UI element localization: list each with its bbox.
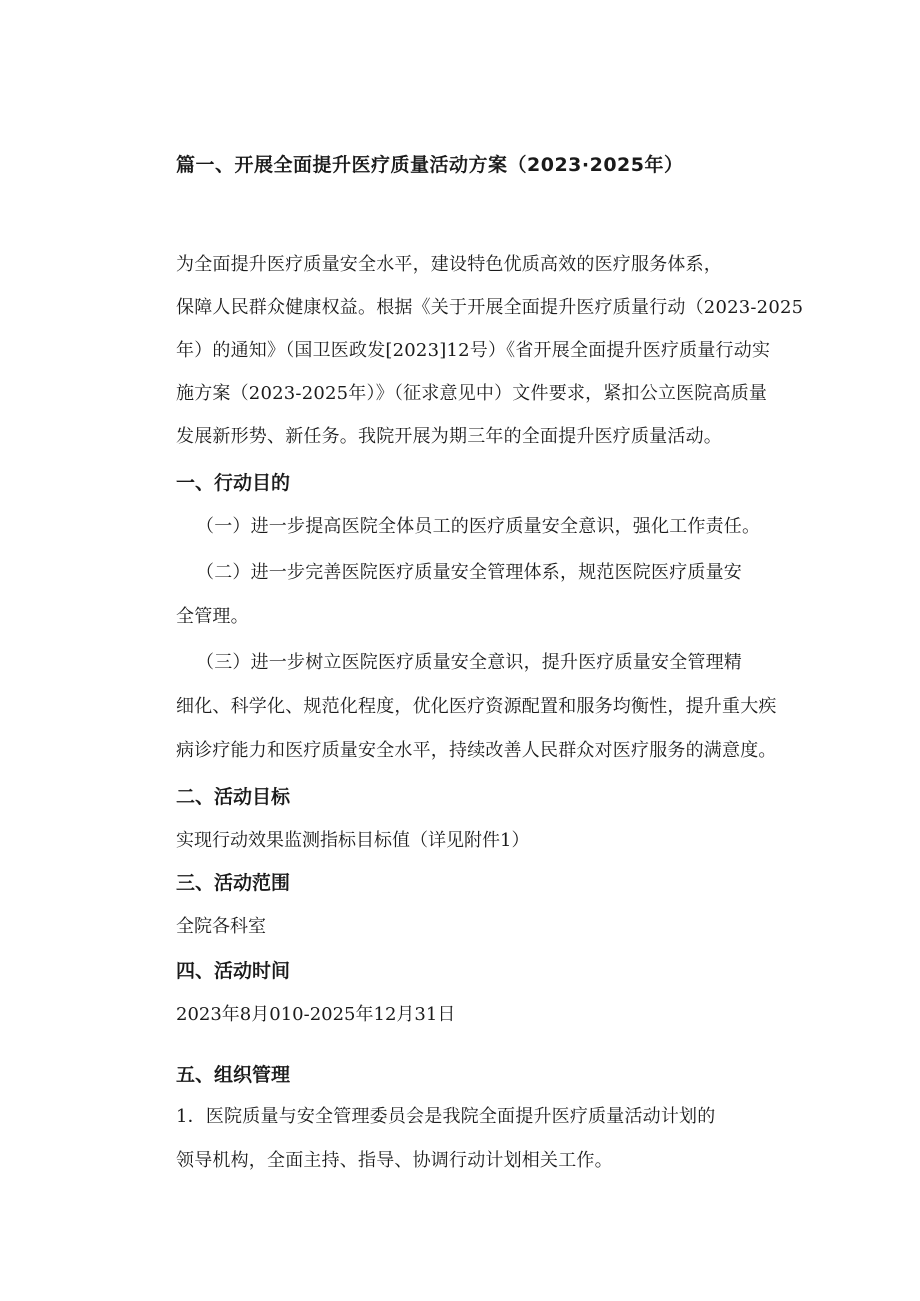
section1-item3-line-1: （三）进一步树立医院医疗质量安全意识，提升医疗质量安全管理精 [196, 652, 742, 673]
section2-text: 实现行动效果监测指标目标值（详见附件1） [176, 830, 530, 851]
section4-text: 2023年8月010-2025年12月31日 [176, 1004, 456, 1025]
section-heading-4: 四、活动时间 [176, 960, 291, 982]
section1-item1-line-1: （一）进一步提高医院全体员工的医疗质量安全意识，强化工作责任。 [196, 516, 761, 537]
intro-line-5: 发展新形势、新任务。我院开展为期三年的全面提升医疗质量活动。 [176, 426, 722, 447]
section5-item1-line-1: 1．医院质量与安全管理委员会是我院全面提升医疗质量活动计划的 [176, 1106, 716, 1127]
section1-item3-line-3: 病诊疗能力和医疗质量安全水平，持续改善人民群众对医疗服务的满意度。 [176, 740, 777, 761]
section5-item1-line-2: 领导机构，全面主持、指导、协调行动计划相关工作。 [176, 1150, 613, 1171]
section1-item3-line-2: 细化、科学化、规范化程度，优化医疗资源配置和服务均衡性，提升重大疾 [176, 696, 777, 717]
intro-line-3: 年）的通知》（国卫医政发[2023]12号）《省开展全面提升医疗质量行动实 [176, 340, 771, 361]
section1-item2-line-1: （二）进一步完善医院医疗质量安全管理体系，规范医院医疗质量安 [196, 562, 742, 583]
document-title: 篇一、开展全面提升医疗质量活动方案（2023·2025年） [176, 154, 684, 176]
section1-item2-line-2: 全管理。 [176, 606, 249, 627]
intro-line-4: 施方案（2023-2025年）》（征求意见中）文件要求，紧扣公立医院高质量 [176, 383, 768, 404]
section3-text: 全院各科室 [176, 916, 266, 937]
section-heading-2: 二、活动目标 [176, 786, 291, 808]
intro-line-1: 为全面提升医疗质量安全水平，建设特色优质高效的医疗服务体系， [176, 254, 722, 275]
section-heading-1: 一、行动目的 [176, 472, 291, 494]
intro-line-2: 保障人民群众健康权益。根据《关于开展全面提升医疗质量行动（2023-2025 [176, 297, 804, 318]
section-heading-5: 五、组织管理 [176, 1064, 291, 1086]
section-heading-3: 三、活动范围 [176, 872, 291, 894]
